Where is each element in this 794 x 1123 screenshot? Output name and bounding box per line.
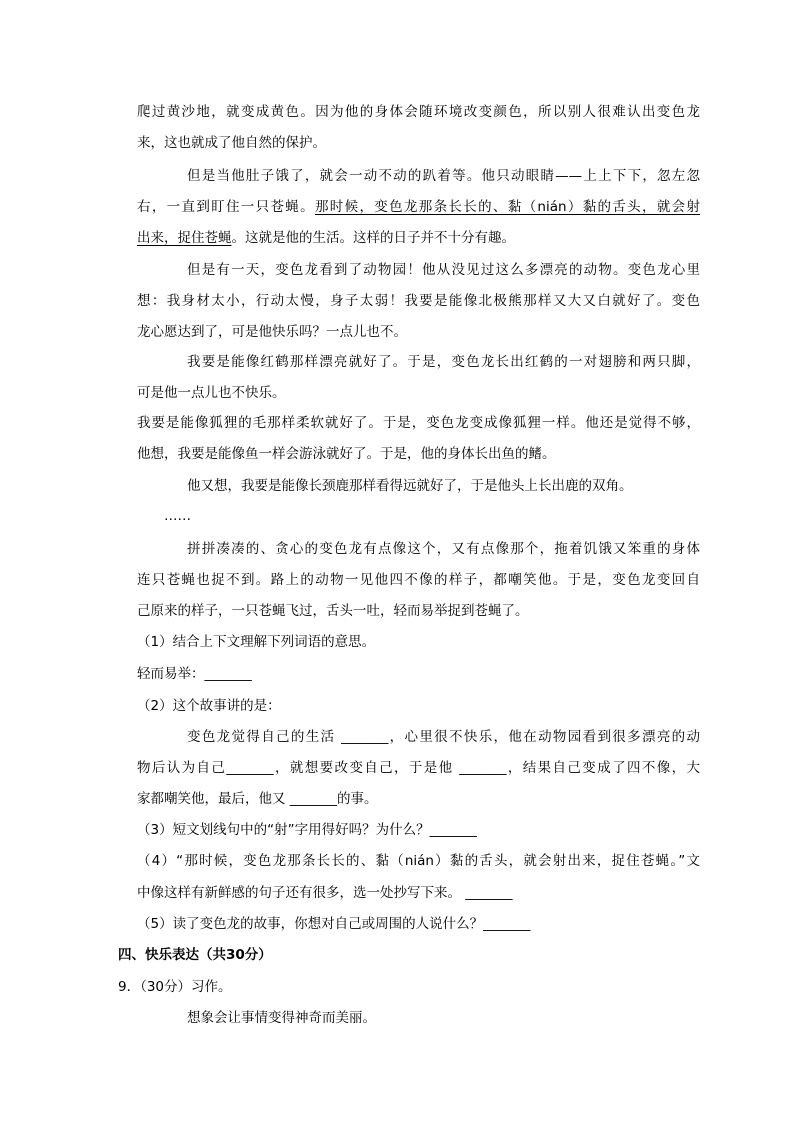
question-line [137,696,281,716]
text-segment: （4）“那时候，变色龙那条长长的、黏（nián）黏的舌头，就会射出来，捉住苍蝇。”文 [137,853,700,869]
question-line [118,977,232,997]
question-line [137,883,513,903]
answer-blank[interactable]: _______ [341,729,389,745]
text-segment: 可是他一点儿也不快乐。 [137,385,286,401]
answer-blank[interactable]: _______ [289,791,338,807]
passage-line [187,476,633,496]
text-segment: （5）读了变色龙的故事，你想对自己或周围的人说什么？ [137,916,484,932]
text-segment: 9．（30分）习作。 [118,979,232,995]
answer-blank[interactable]: _______ [459,760,507,776]
passage-line [137,601,529,621]
text-segment: 中像这样有新鲜感的句子还有很多，选一处抄写下来。 [137,885,466,901]
question-line [137,664,252,684]
passage-line [137,413,700,433]
text-segment: …… [164,508,191,524]
text-segment: 来，这也就成了他自然的保护。 [137,135,326,151]
text-segment: 右，一直到盯住一只苍蝇。 [137,199,315,215]
passage-line [137,322,407,342]
passage-line [164,506,191,526]
passage-line [137,444,556,464]
answer-blank[interactable]: _______ [483,916,531,932]
question-line [137,632,375,652]
passage-line [187,260,700,280]
text-segment: 我要是能像红鹤那样漂亮就好了。于是，变色龙长出红鹤的一对翅膀和两只脚， [187,354,700,370]
text-segment: 变色龙觉得自己的生活 [187,729,342,745]
answer-blank[interactable]: _______ [204,666,252,682]
question-line [137,851,700,871]
passage-line [137,133,326,153]
text-segment: 我要是能像狐狸的毛那样柔软就好了。于是，变色龙变成像狐狸一样。他还是觉得不够， [137,415,700,431]
text-segment: （2）这个故事讲的是： [137,698,281,714]
text-segment: 己原来的样子，一只苍蝇飞过，舌头一吐，轻而易举捉到苍蝇了。 [137,603,529,619]
passage-line [187,352,700,372]
text-segment: 爬过黄沙地，就变成黄色。因为他的身体会随环境改变颜色，所以别人很难认出变色龙 [137,104,700,120]
underlined-sentence: 那时候，变色龙那条长长的、黏（nián）黏的舌头，就会射 [314,199,700,215]
passage-line [137,383,286,403]
text-segment: 他想，我要是能像鱼一样会游泳就好了。于是，他的身体长出鱼的鳍。 [137,446,556,462]
text-segment: 。这就是他的生活。这样的日子并不十分有趣。 [231,230,515,246]
text-segment: （1）结合上下文理解下列词语的意思。 [137,634,376,650]
text-segment: ，心里很不快乐，他在动物园看到很多漂亮的动 [388,729,700,745]
passage-line [187,539,700,559]
passage-line [137,291,700,311]
passage-line [137,197,700,217]
text-segment: 想：我身材太小，行动太慢，身子太弱！我要是能像北极熊那样又大又白就好了。变色 [137,293,700,309]
underlined-sentence: 出来，捉住苍蝇 [137,230,232,246]
text-segment: ，就想要改变自己，于是他 [273,760,460,776]
text-segment: 但是当他肚子饿了，就会一动不动的趴着等。他只动眼睛——上上下下，忽左忽 [187,168,700,184]
question-line [137,914,530,934]
text-segment: 龙心愿达到了，可是他快乐吗？一点儿也不。 [137,324,407,340]
section-heading [118,945,272,965]
text-segment: 但是有一天，变色龙看到了动物园！他从没见过这么多漂亮的动物。变色龙心里 [187,262,700,278]
question-line [137,789,378,809]
passage-line [137,228,515,248]
text-segment: 的事。 [337,791,378,807]
text-segment: 家都嘲笑他，最后，他又 [137,791,290,807]
passage-line [187,166,700,186]
answer-blank[interactable]: _______ [429,822,477,838]
passage-line [187,1008,376,1028]
passage-line [137,102,700,122]
question-line [137,758,700,778]
text-segment: （3）短文划线句中的“射”字用得好吗？为什么？ [137,822,430,838]
text-segment: 轻而易举： [137,666,205,682]
text-segment: 他又想，我要是能像长颈鹿那样看得远就好了，于是他头上长出鹿的双角。 [187,478,633,494]
text-segment: 想象会让事情变得神奇而美丽。 [187,1010,376,1026]
text-segment: ，结果自己变成了四不像，大 [506,760,700,776]
text-segment: 拼拼凑凑的、贪心的变色龙有点像这个，又有点像那个，拖着饥饿又笨重的身体 [187,541,700,557]
answer-blank[interactable]: _______ [465,885,513,901]
text-segment: 四、快乐表达（共30分） [118,947,272,963]
question-line [137,820,477,840]
answer-blank[interactable]: _______ [226,760,274,776]
passage-line [137,570,700,590]
text-segment: 物后认为自己 [137,760,227,776]
text-segment: 连只苍蝇也捉不到。路上的动物一见他四不像的样子，都嘲笑他。于是，变色龙变回自 [137,572,700,588]
question-line [187,727,700,747]
